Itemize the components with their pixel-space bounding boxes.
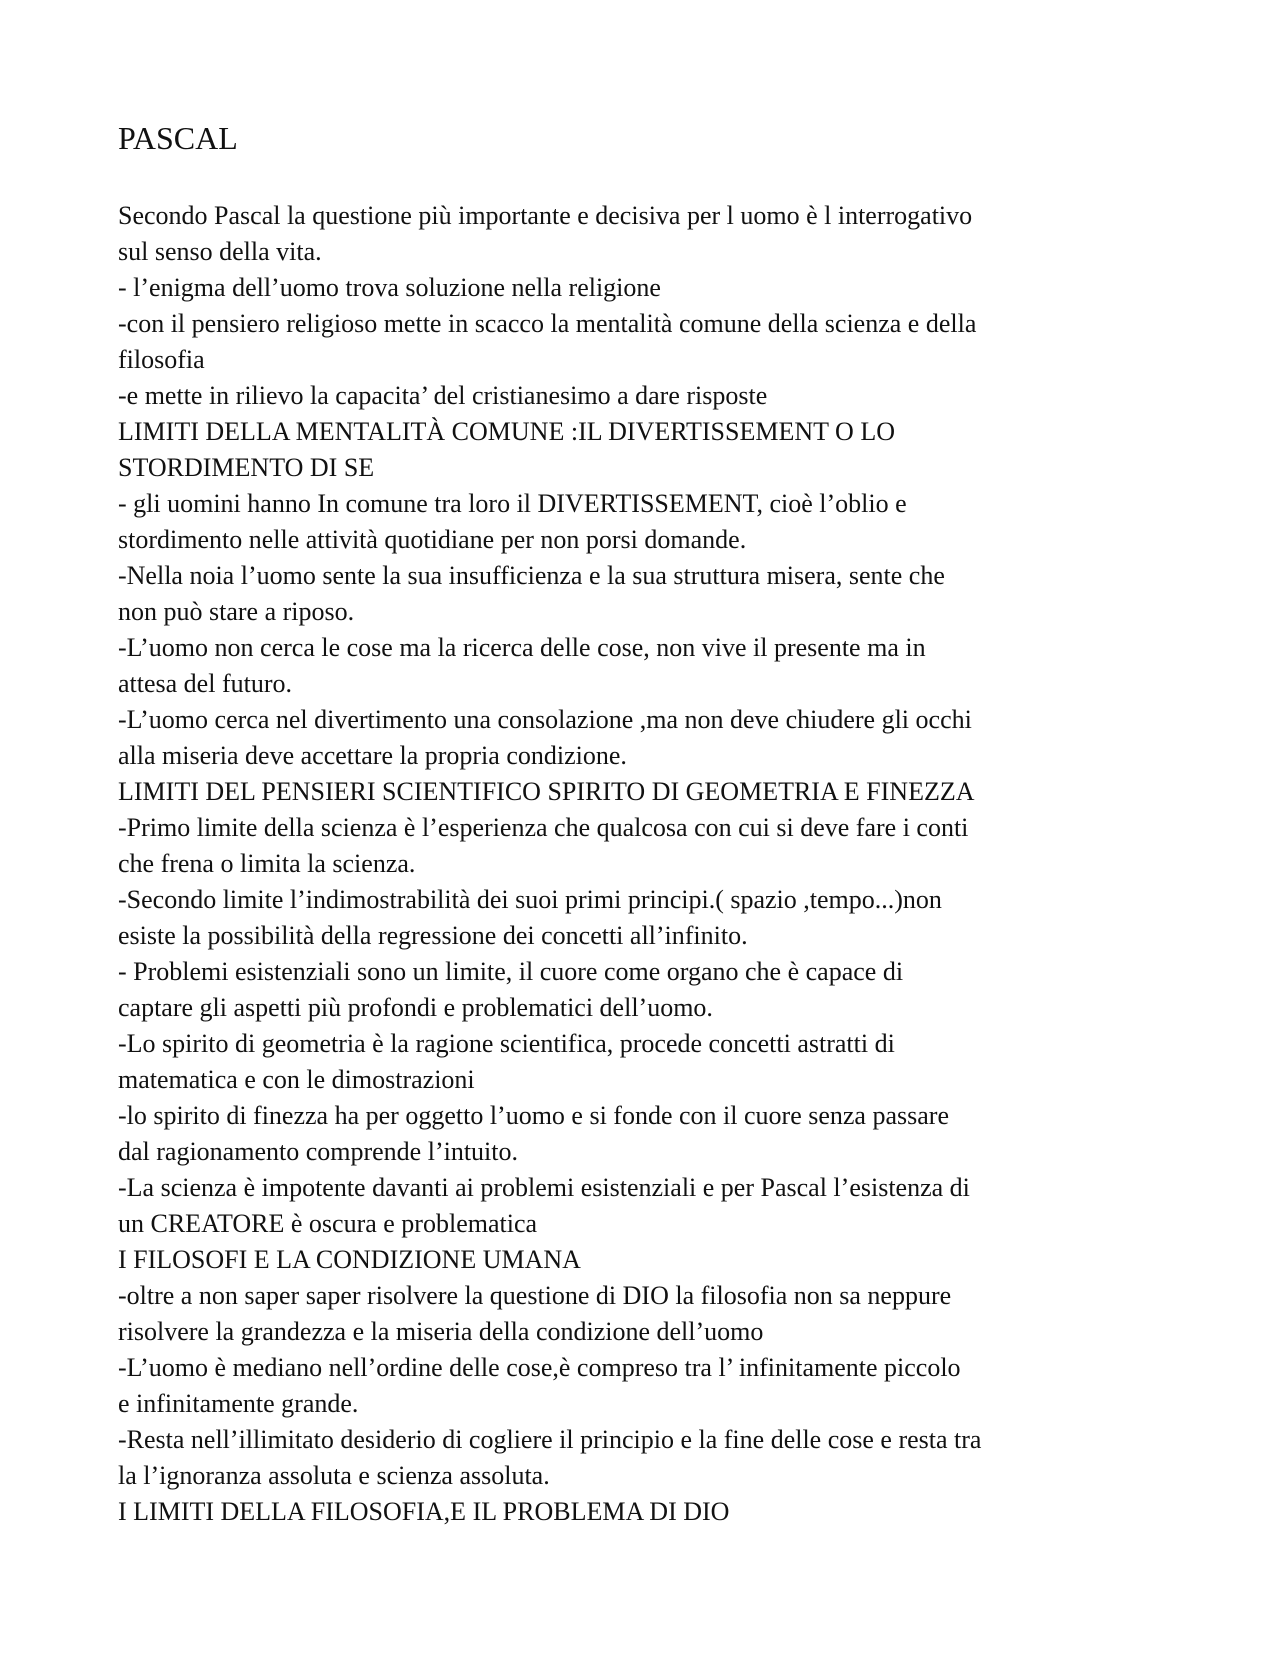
text-line: -L’uomo è mediano nell’ordine delle cose,è compreso tra l’ infinitamente piccolo [118, 1353, 961, 1382]
text-line: non può stare a riposo. [118, 597, 355, 626]
section-heading-line: LIMITI DEL PENSIERI SCIENTIFICO SPIRITO DI GEOMETRIA E FINEZZA [118, 777, 975, 806]
text-line: -L’uomo non cerca le cose ma la ricerca delle cose, non vive il presente ma in [118, 633, 926, 662]
text-line: -L’uomo cerca nel divertimento una consolazione ,ma non deve chiudere gli occhi [118, 705, 972, 734]
text-line: Secondo Pascal la questione più importante e decisiva per l uomo è l interrogativo [118, 201, 973, 230]
section-heading-line: I FILOSOFI E LA CONDIZIONE UMANA [118, 1245, 581, 1274]
text-line: -Nella noia l’uomo sente la sua insufficienza e la sua struttura misera, sente che [118, 561, 945, 590]
section-heading-line: LIMITI DELLA MENTALITÀ COMUNE :IL DIVERTISSEMENT O LO [118, 417, 895, 446]
section-heading-line: I LIMITI DELLA FILOSOFIA,E IL PROBLEMA DI DIO [118, 1497, 730, 1526]
document-title: PASCAL [118, 120, 238, 156]
text-line: - Problemi esistenziali sono un limite, il cuore come organo che è capace di [118, 957, 904, 986]
text-line: attesa del futuro. [118, 669, 292, 698]
text-line: alla miseria deve accettare la propria condizione. [118, 741, 627, 770]
text-line: esiste la possibilità della regressione dei concetti all’infinito. [118, 921, 748, 950]
text-line: captare gli aspetti più profondi e problematici dell’uomo. [118, 993, 713, 1022]
text-line: stordimento nelle attività quotidiane per non porsi domande. [118, 525, 747, 554]
document-body [118, 198, 1178, 1530]
text-line: - gli uomini hanno In comune tra loro il DIVERTISSEMENT, cioè l’oblio e [118, 489, 907, 518]
text-line: -lo spirito di finezza ha per oggetto l’uomo e si fonde con il cuore senza passare [118, 1101, 949, 1130]
text-line: la l’ignoranza assoluta e scienza assoluta. [118, 1461, 550, 1490]
text-line: -Secondo limite l’indimostrabilità dei suoi primi principi.( spazio ,tempo...)non [118, 885, 942, 914]
text-line: -Lo spirito di geometria è la ragione scientifica, procede concetti astratti di [118, 1029, 895, 1058]
text-line: -Resta nell’illimitato desiderio di cogliere il principio e la fine delle cose e resta tra [118, 1425, 982, 1454]
text-line: -Primo limite della scienza è l’esperienza che qualcosa con cui si deve fare i conti [118, 813, 969, 842]
text-line: e infinitamente grande. [118, 1389, 359, 1418]
text-line: sul senso della vita. [118, 237, 322, 266]
text-line: matematica e con le dimostrazioni [118, 1065, 475, 1094]
text-line: dal ragionamento comprende l’intuito. [118, 1137, 518, 1166]
text-line: risolvere la grandezza e la miseria della condizione dell’uomo [118, 1317, 764, 1346]
text-line: - l’enigma dell’uomo trova soluzione nella religione [118, 273, 661, 302]
text-line: -La scienza è impotente davanti ai problemi esistenziali e per Pascal l’esistenza di [118, 1173, 970, 1202]
text-line: che frena o limita la scienza. [118, 849, 416, 878]
section-heading-line: STORDIMENTO DI SE [118, 453, 375, 482]
text-line: filosofia [118, 345, 205, 374]
text-line: -oltre a non saper saper risolvere la questione di DIO la filosofia non sa neppure [118, 1281, 952, 1310]
text-line: -con il pensiero religioso mette in scacco la mentalità comune della scienza e della [118, 309, 977, 338]
text-line: un CREATORE è oscura e problematica [118, 1209, 538, 1238]
text-line: -e mette in rilievo la capacita’ del cristianesimo a dare risposte [118, 381, 768, 410]
